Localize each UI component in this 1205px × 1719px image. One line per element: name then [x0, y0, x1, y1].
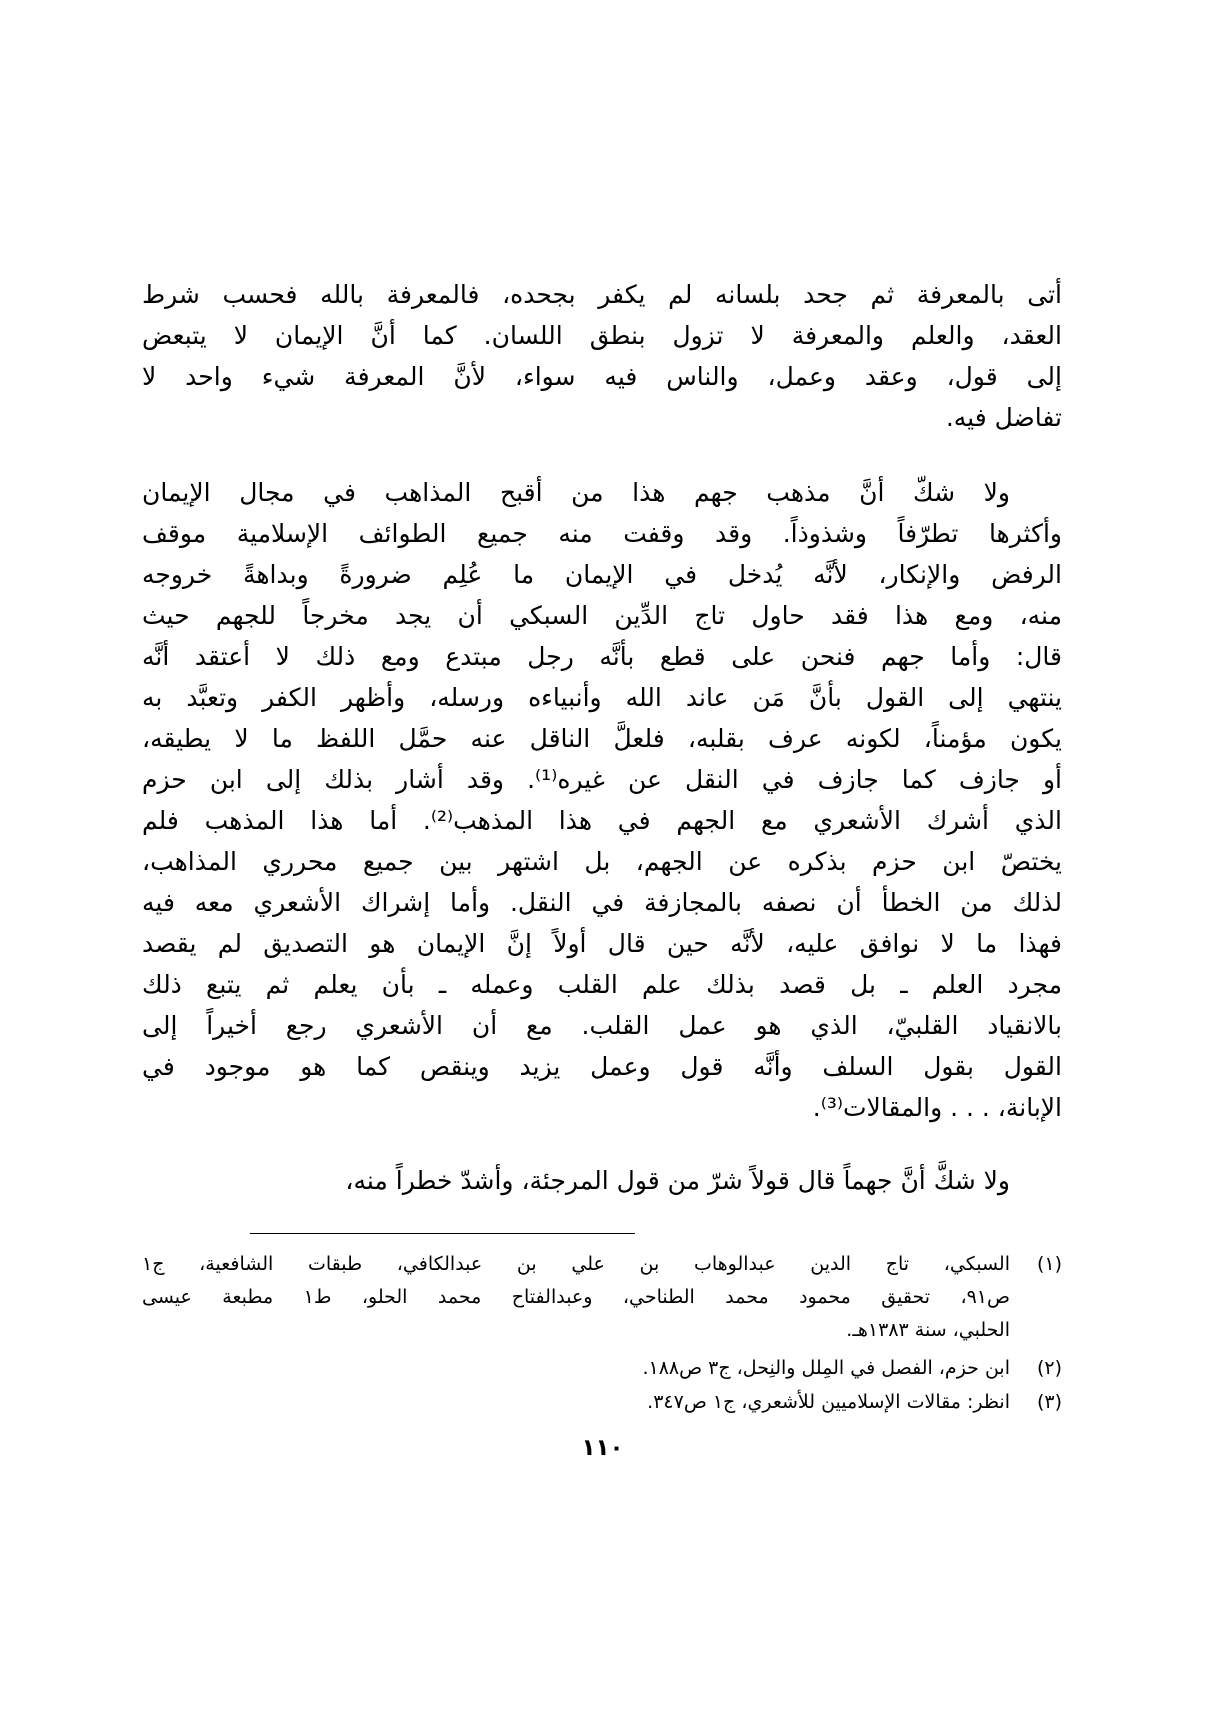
- text-line: منه، ومع هذا فقد حاول تاج الدِّين السبكي أن يجد مخرجاً للجهم حيث: [142, 601, 1062, 630]
- text-line: يختصّ ابن حزم بذكره عن الجهم، بل اشتهر بين جميع محرري المذاهب،: [142, 847, 1062, 876]
- paragraph-1: [142, 274, 1062, 438]
- text-line: الرفض والإنكار، لأنَّه يُدخل في الإيمان ما عُلِم ضرورةً وبداهةً خروجه: [142, 560, 1062, 589]
- text-line: تفاضل فيه.: [945, 403, 1062, 432]
- text-line: مجرد العلم ـ بل قصد بذلك علم القلب وعمله ـ بأن يعلم ثم يتبع ذلك: [142, 970, 1062, 999]
- text-line: أو جازف كما جازف في النقل عن غيره⁽¹⁾. وقد أشار بذلك إلى ابن حزم: [142, 765, 1062, 794]
- text-line: الذي أشرك الأشعري مع الجهم في هذا المذهب⁽²⁾. أما هذا المذهب فلم: [142, 806, 1062, 835]
- footnote-line: السبكي، تاج الدين عبدالوهاب بن علي بن عبدالكافي، طبقات الشافعية، ج١: [142, 1253, 1010, 1275]
- text-line: العقد، والعلم والمعرفة لا تزول بنطق اللسان. كما أنَّ الإيمان لا يتبعض: [142, 321, 1062, 350]
- footnote-number: (١): [1036, 1253, 1062, 1275]
- footnote-separator: [250, 1233, 635, 1234]
- text-line: إلى قول، وعقد وعمل، والناس فيه سواء، لأنَّ المعرفة شيء واحد لا: [142, 362, 1062, 391]
- text-line: فهذا ما لا نوافق عليه، لأنَّه حين قال أولاً إنَّ الإيمان هو التصديق لم يقصد: [142, 929, 1062, 958]
- text-line: الإبانة، . . . والمقالات⁽³⁾.: [812, 1093, 1062, 1122]
- text-line: ولا شكّ أنَّ مذهب جهم هذا من أقبح المذاهب في مجال الإيمان: [142, 478, 1010, 507]
- text-line: بالانقياد القلبيّ، الذي هو عمل القلب. مع أن الأشعري رجع أخيراً إلى: [142, 1011, 1062, 1040]
- footnote-line: ابن حزم، الفصل في المِلل والنِحل، ج٣ ص١٨٨.: [642, 1357, 1010, 1379]
- text-line: القول بقول السلف وأنَّه قول وعمل يزيد وينقص كما هو موجود في: [142, 1052, 1062, 1081]
- page-number: ١١٠: [581, 1435, 624, 1461]
- footnote-line: ص٩١، تحقيق محمود محمد الطناحي، وعبدالفتاح محمد الحلو، ط١ مطبعة عيسى: [142, 1286, 1010, 1308]
- text-line: ولا شكَّ أنَّ جهماً قال قولاً شرّ من قول المرجئة، وأشدّ خطراً منه،: [345, 1166, 1010, 1195]
- paragraph-3: [142, 1160, 1062, 1201]
- text-line: لذلك من الخطأ أن نصفه بالمجازفة في النقل. وأما إشراك الأشعري معه فيه: [142, 888, 1062, 917]
- paragraph-2: [142, 472, 1062, 1128]
- text-line: قال: وأما جهم فنحن على قطع بأنَّه رجل مبتدع ومع ذلك لا أعتقد أنَّه: [142, 642, 1062, 671]
- footnote-line: انظر: مقالات الإسلاميين للأشعري، ج١ ص٣٤٧.: [647, 1391, 1010, 1413]
- text-line: ينتهي إلى القول بأنَّ مَن عاند الله وأنبياءه ورسله، وأظهر الكفر وتعبَّد به: [142, 683, 1062, 712]
- footnote-number: (٣): [1036, 1391, 1062, 1413]
- text-line: وأكثرها تطرّفاً وشذوذاً. وقد وقفت منه جميع الطوائف الإسلامية موقف: [142, 519, 1062, 548]
- text-line: أتى بالمعرفة ثم جحد بلسانه لم يكفر بجحده، فالمعرفة بالله فحسب شرط: [142, 280, 1062, 309]
- footnote-number: (٢): [1036, 1357, 1062, 1379]
- text-line: يكون مؤمناً، لكونه عرف بقلبه، فلعلَّ الناقل عنه حمَّل اللفظ ما لا يطيقه،: [142, 724, 1062, 753]
- footnote-line: الحلبي، سنة ١٣٨٣هـ.: [846, 1319, 1010, 1341]
